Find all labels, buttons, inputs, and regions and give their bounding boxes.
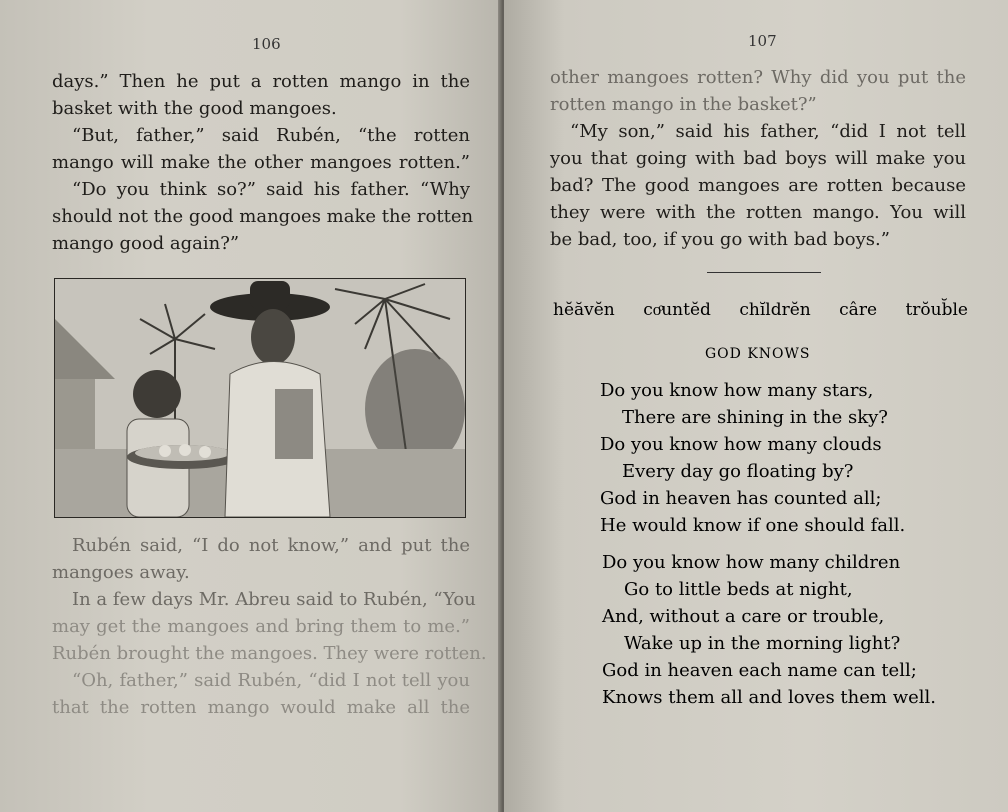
page-number-left: 106 <box>252 35 281 53</box>
text-line: should not the good mangoes make the rotten <box>52 206 474 227</box>
poem-title: GOD KNOWS <box>705 346 811 362</box>
poem-line: Every day go floating by? <box>622 461 854 482</box>
poem-line: Do you know how many stars, <box>600 380 874 401</box>
poem-line: Knows them all and loves them well. <box>602 687 936 708</box>
illustration-father-and-son-with-mangoes <box>54 278 466 518</box>
left-page <box>0 0 500 812</box>
text-line: Rubén brought the mangoes. They were rotten. <box>52 643 487 664</box>
vocab-word: câre <box>839 300 877 320</box>
text-line: mango good again?” <box>52 233 240 254</box>
poem-stanza-2 <box>602 549 936 711</box>
text-line: In a few days Mr. Abreu said to Rubén, “You <box>72 589 476 610</box>
vocab-word: trŏub̆le <box>905 300 968 320</box>
poem-line: God in heaven has counted all; <box>600 488 882 509</box>
vocab-word: hĕăvĕn <box>553 300 615 320</box>
poem-line: Go to little beds at night, <box>624 579 853 600</box>
poem-line: God in heaven each name can tell; <box>602 660 917 681</box>
poem-line: Do you know how many clouds <box>600 434 882 455</box>
section-divider <box>707 272 821 273</box>
text-line: days.” Then he put a rotten mango in the <box>52 71 470 92</box>
vocab-word: coͦuntĕd <box>643 300 711 320</box>
text-line: “Oh, father,” said Rubén, “did I not tell you <box>72 670 470 691</box>
right-top-text <box>550 64 966 253</box>
page-number-right: 107 <box>748 32 777 50</box>
text-line: that the rotten mango would make all the <box>52 697 470 718</box>
text-line: “Do you think so?” said his father. “Why <box>72 179 470 200</box>
text-line: mango will make the other mangoes rotten.” <box>52 152 470 173</box>
text-line: rotten mango in the basket?” <box>550 94 817 115</box>
text-line: Rubén said, “I do not know,” and put the <box>72 535 470 556</box>
poem-line: He would know if one should fall. <box>600 515 906 536</box>
vocab-word: chĭldrĕn <box>739 300 811 320</box>
text-line: you that going with bad boys will make you <box>550 148 966 169</box>
text-line: “But, father,” said Rubén, “the rotten <box>72 125 470 146</box>
text-line: bad? The good mangoes are rotten because <box>550 175 966 196</box>
left-top-text <box>52 68 474 257</box>
text-line: be bad, too, if you go with bad boys.” <box>550 229 890 250</box>
poem-line: Do you know how many children <box>602 552 901 573</box>
poem-line: And, without a care or trouble, <box>602 606 885 627</box>
text-line: “My son,” said his father, “did I not tell <box>570 121 966 142</box>
poem-line: Wake up in the morning light? <box>624 633 901 654</box>
text-line: they were with the rotten mango. You will <box>550 202 966 223</box>
text-line: basket with the good mangoes. <box>52 98 337 119</box>
text-line: other mangoes rotten? Why did you put the <box>550 67 966 88</box>
text-line: mangoes away. <box>52 562 190 583</box>
poem-line: There are shining in the sky? <box>622 407 888 428</box>
vocabulary-words <box>553 300 968 320</box>
poem-stanza-1 <box>600 377 905 539</box>
text-line: may get the mangoes and bring them to me.” <box>52 616 470 637</box>
left-bottom-text <box>52 532 487 721</box>
